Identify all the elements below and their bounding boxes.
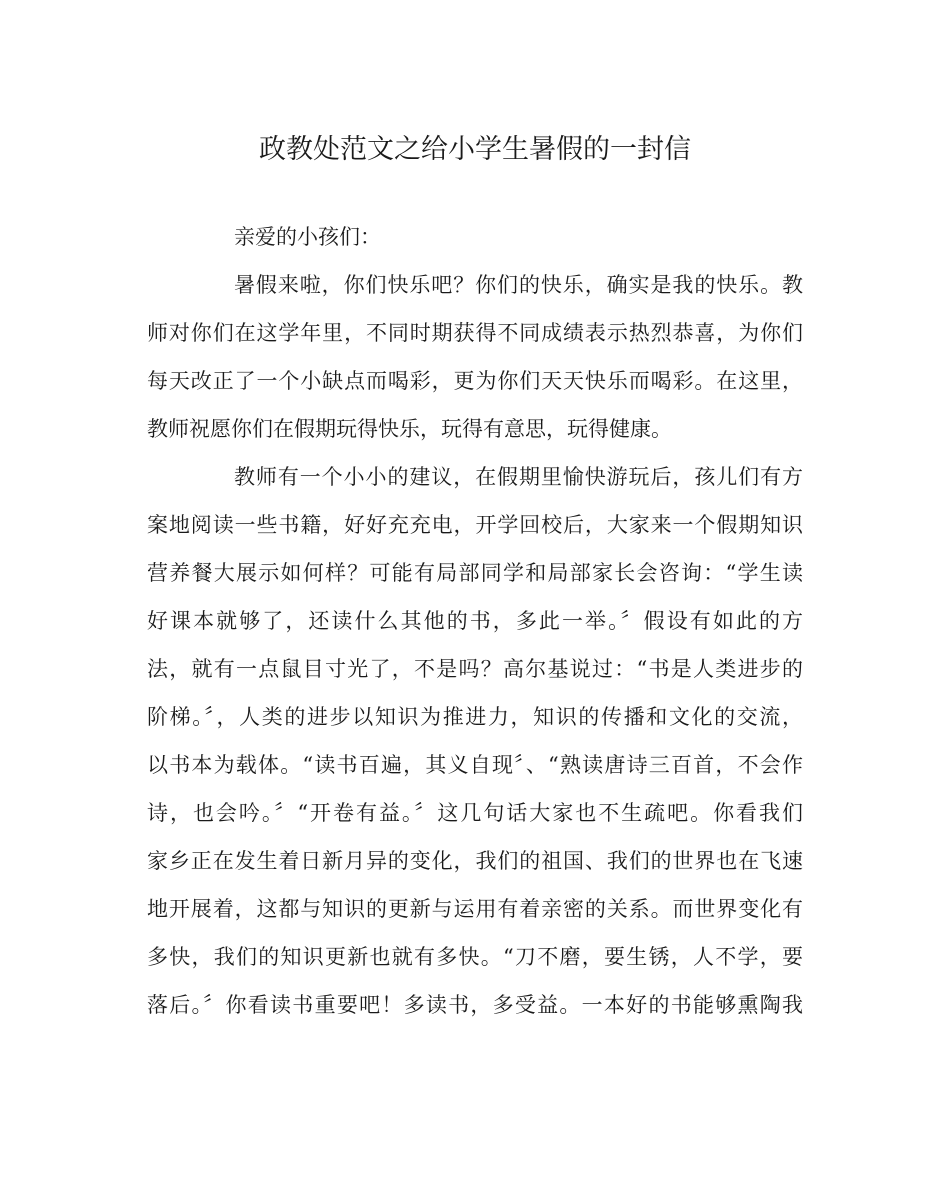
paragraph-2-line: 家乡正在发生着日新月异的变化，我们的祖国、我们的世界也在飞速 xyxy=(147,849,803,873)
paragraph-2-line: 多快，我们的知识更新也就有多快。“刀不磨，要生锈，人不学，要 xyxy=(147,945,803,969)
document-title: 政教处范文之给小学生暑假的一封信 xyxy=(259,134,691,165)
paragraph-1-line: 教师祝愿你们在假期玩得快乐，玩得有意思，玩得健康。 xyxy=(147,417,672,441)
paragraph-2-line: 好课本就够了，还读什么其他的书，多此一举。〞假设有如此的方 xyxy=(147,609,803,633)
paragraph-2-line: 法，就有一点鼠目寸光了，不是吗？高尔基说过：“书是人类进步的 xyxy=(147,657,803,681)
paragraph-2-line: 案地阅读一些书籍，好好充充电，开学回校后，大家来一个假期知识 xyxy=(147,513,803,537)
paragraph-1-line: 师对你们在这学年里，不同时期获得不同成绩表示热烈恭喜，为你们 xyxy=(147,321,803,345)
paragraph-2-line: 教师有一个小小的建议，在假期里愉快游玩后，孩儿们有方 xyxy=(234,465,803,489)
paragraph-2-line: 营养餐大展示如何样？可能有局部同学和局部家长会咨询：“学生读 xyxy=(147,561,803,585)
greeting: 亲爱的小孩们： xyxy=(234,225,381,249)
paragraph-2-line: 诗，也会吟。〞“开卷有益。〞这几句话大家也不生疏吧。你看我们 xyxy=(147,801,803,825)
paragraph-1-line: 暑假来啦，你们快乐吧？你们的快乐，确实是我的快乐。教 xyxy=(234,273,803,297)
paragraph-2-line: 以书本为载体。“读书百遍，其义自现〞、“熟读唐诗三百首，不会作 xyxy=(147,753,803,777)
paragraph-1-line: 每天改正了一个小缺点而喝彩，更为你们天天快乐而喝彩。在这里， xyxy=(147,369,803,393)
paragraph-2-line: 阶梯。〞，人类的进步以知识为推进力，知识的传播和文化的交流， xyxy=(147,705,803,729)
paragraph-2-line: 落后。〞你看读书重要吧！多读书，多受益。一本好的书能够熏陶我 xyxy=(147,993,803,1017)
paragraph-2-line: 地开展着，这都与知识的更新与运用有着亲密的关系。而世界变化有 xyxy=(147,897,803,921)
